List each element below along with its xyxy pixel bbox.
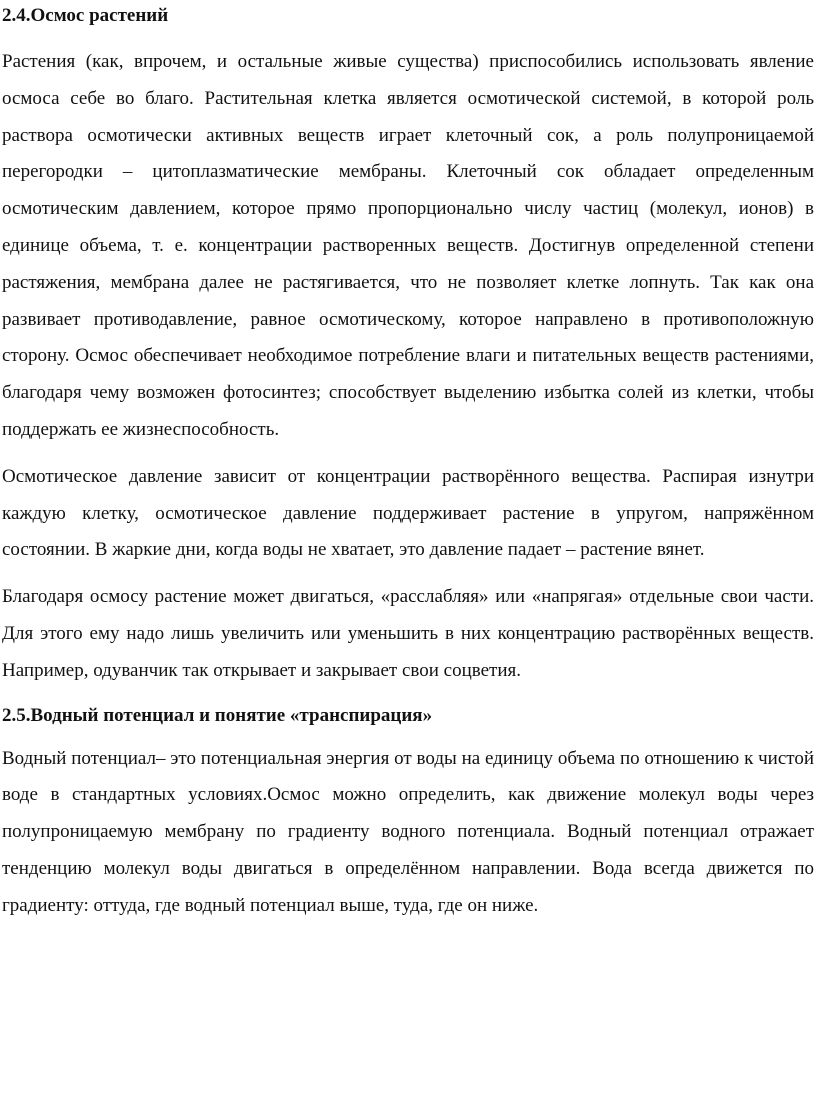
section-heading-osmosis: 2.4.Осмос растений bbox=[2, 5, 169, 26]
paragraph-osmotic-pressure: Осмотическое давление зависит от концентрации растворённого вещества. Распирая изнутри каждую клетку, осмотическое давление поддерживает растение в упругом, напряжённом состоянии. В жаркие дни, когда воды не хватает, это давление падает – растение вянет. bbox=[2, 465, 814, 561]
paragraph-osmosis-plants: Растения (как, впрочем, и остальные живые существа) приспособились использовать явление осмоса себе во благо. Растительная клетка является осмотической системой, в которой роль раствора осмотически активных веществ играет клеточный сок, а роль полупроницаемой перегородки – цитоплазматические мембраны. Клеточный сок обладает определенным осмотическим давлением, которое прямо пропорционально числу частиц (молекул, ионов) в единице объема, т. е. концентрации растворенных веществ. Достигнув определенной степени растяжения, мембрана далее не растягивается, что не позволяет клетке лопнуть. Так как она развивает противодавление, равное осмотическому, которое направлено в противоположную сторону. Осмос обеспечивает необходимое потребление влаги и питательных веществ растениями, благодаря чему возможен фотосинтез; способствует выделению избытка солей из клетки, чтобы поддержать ее жизнеспособность. bbox=[2, 51, 814, 440]
section-heading-water-potential: 2.5.Водный потенциал и понятие «транспирация» bbox=[2, 704, 433, 726]
paragraph-water-potential: Водный потенциал– это потенциальная энергия от воды на единицу объема по отношению к чистой воде в стандартных условиях.Осмос можно определить, как движение молекул воды через полупроницаемую мембрану по градиенту водного потенциала. Водный потенциал отражает тенденцию молекул воды двигаться в определённом направлении. Вода всегда движется по градиенту: оттуда, где водный потенциал выше, туда, где он ниже. bbox=[2, 747, 814, 916]
paragraph-plant-movement: Благодаря осмосу растение может двигаться, «расслабляя» или «напрягая» отдельные свои части. Для этого ему надо лишь увеличить или уменьшить в них концентрацию растворённых веществ. Например, одуванчик так открывает и закрывает свои соцветия. bbox=[2, 586, 814, 681]
